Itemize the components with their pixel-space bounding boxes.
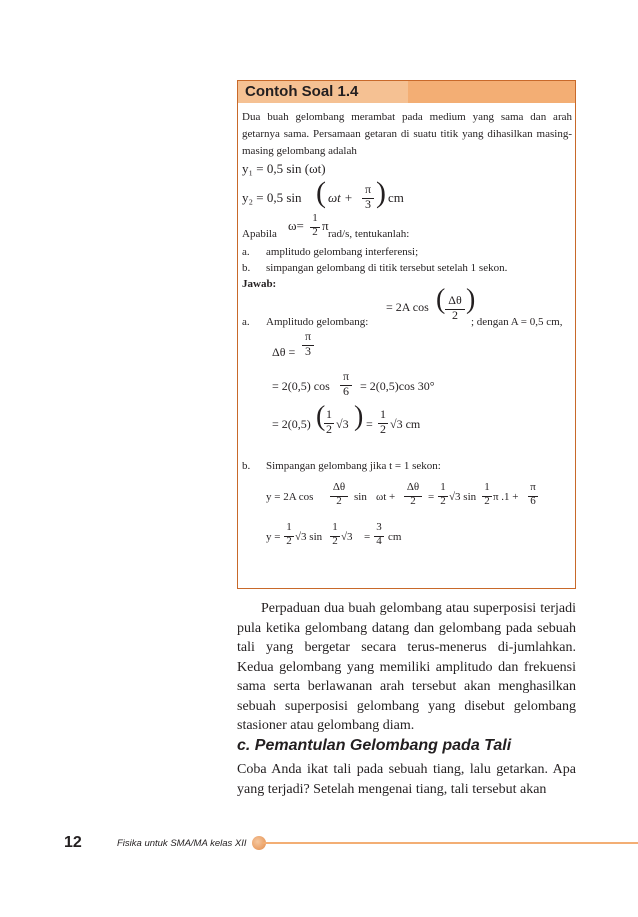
yb1-sin: sin [354, 491, 367, 503]
qa-label: a. [242, 246, 250, 258]
line2-paren-open: ( [316, 401, 326, 432]
yb1-omega: ωt + [376, 491, 396, 503]
displacement-line-1 [242, 476, 572, 516]
line2-paren-close: ) [354, 401, 364, 432]
qb-label: b. [242, 262, 251, 274]
yb1-dtheta2: Δθ [404, 479, 422, 497]
ans-a-label: a. [242, 316, 250, 328]
yb1-lhs: y = 2A cos [266, 491, 314, 503]
line2-res: √3 cm [390, 417, 421, 431]
line2-den: 2 [326, 422, 332, 436]
yb2-num: 1 [284, 519, 294, 537]
yb2-three: 3 [374, 519, 384, 537]
yb1-pi: π .1 + [493, 491, 519, 503]
apabila-label: Apabila [242, 228, 277, 240]
eq2-left: y₂ = 0,5 sin [242, 190, 302, 205]
line2-num2: 1 [378, 406, 388, 424]
omega-den: 2 [312, 226, 318, 238]
ans-b-text: Simpangan gelombang jika t = 1 sekon: [266, 460, 441, 472]
book-title: Fisika untuk SMA/MA kelas XII [117, 838, 247, 849]
line2-num: 1 [324, 406, 334, 424]
yb1-num: 1 [438, 479, 448, 497]
ans-a-tail: ; dengan A = 0,5 cm, [471, 316, 563, 328]
equation-y2 [242, 176, 572, 214]
line1-den: 6 [343, 384, 349, 398]
line2-eq: = [366, 417, 373, 431]
jawab-label: Jawab: [242, 278, 277, 290]
problem-text: Dua buah gelombang merambat pada medium yang sama dan arah getarnya sama. Persamaan getaran di suatu titik yang dihasilkan masing-masing gelombang adalah [242, 111, 572, 157]
ans-a-paren-open: ( [436, 284, 446, 315]
eq2-den: 3 [365, 197, 371, 211]
line2-root: √3 [336, 417, 349, 431]
amplitude-line-2 [242, 401, 572, 458]
eq1-text: y₁ = 0,5 sin (ωt) [242, 161, 326, 176]
dtheta-num: π [302, 328, 314, 346]
line1-b: = 2(0,5)cos 30° [360, 379, 435, 393]
ans-a-two: 2 [452, 308, 458, 322]
yb2-root: √3 sin [295, 531, 323, 543]
dtheta-line [242, 329, 572, 366]
omega-pi: π [322, 218, 329, 233]
example-body [242, 109, 572, 556]
section-heading: c. Pemantulan Gelombang pada Tali [237, 737, 512, 754]
eq2-paren-close: ) [376, 176, 386, 209]
equation-y1 [242, 160, 572, 180]
line2-a: = 2(0,5) [272, 417, 311, 431]
line1-a: = 2(0,5) cos [272, 379, 330, 393]
yb1-num2: 1 [482, 479, 492, 497]
yb1-two: 2 [336, 495, 342, 507]
jawab-heading [242, 276, 572, 292]
dtheta-lhs: Δθ = [272, 345, 296, 359]
yb1-den2: 2 [484, 495, 490, 507]
footer-rule [262, 842, 638, 844]
yb1-den: 2 [440, 495, 446, 507]
superposition-paragraph: Perpaduan dua buah gelombang atau superposisi terjadi pula ketika gelombang datang dan gelombang pada sebuah tali yang bergetar secara terus-menerus di-jumlahkan. Kedua gelombang yang memiliki amplitudo dan frekuensi sama serta berlawanan arah tersebut akan menghasilkan sebuah superposisi gelombang yang disebut gelombang stasioner atau gelombang diam. [237, 601, 576, 733]
apabila-rest: rad/s, tentukanlah: [328, 228, 410, 240]
yb1-root: √3 sin [449, 491, 477, 503]
omega-num: 1 [310, 210, 320, 228]
yb2-root2: √3 [341, 531, 353, 543]
yb2-eq: = [364, 531, 371, 543]
ans-a-dtheta: Δθ [445, 292, 465, 310]
yb2-num2: 1 [330, 519, 340, 537]
yb2-four: 4 [376, 535, 382, 547]
omega-line [242, 214, 572, 244]
line1-pi: π [340, 368, 352, 386]
yb1-six: 6 [530, 495, 536, 507]
yb1-eq: = [428, 491, 435, 503]
displacement-line-2 [242, 516, 572, 556]
yb2-den2: 2 [332, 535, 338, 547]
rope-paragraph: Coba Anda ikat tali pada sebuah tiang, lalu getarkan. Apa yang terjadi? Setelah mengenai tiang, tali tersebut akan [237, 762, 576, 797]
example-box [237, 80, 576, 589]
ans-a-formula: = 2A cos [386, 300, 429, 314]
eq2-unit: cm [388, 190, 404, 205]
example-header [238, 81, 575, 103]
yb2-den: 2 [286, 535, 292, 547]
yb2-lhs: y = [266, 531, 281, 543]
example-title: Contoh Soal 1.4 [245, 83, 359, 100]
eq2-mid: ωt + [328, 190, 353, 205]
question-a [242, 244, 572, 260]
line2-den2: 2 [380, 422, 386, 436]
yb1-pi2: π [528, 479, 538, 497]
dtheta-den: 3 [305, 344, 311, 358]
omega-lhs: ω= [288, 218, 304, 233]
eq2-pi: π [362, 181, 374, 199]
qb-text: simpangan gelombang di titik tersebut setelah 1 sekon. [266, 262, 508, 274]
yb1-dtheta: Δθ [330, 479, 348, 497]
ans-a-text: Amplitudo gelombang: [266, 316, 369, 328]
header-band [408, 81, 575, 103]
page-number: 12 [64, 834, 82, 851]
answer-b [242, 458, 572, 476]
eq2-paren-open: ( [316, 176, 326, 209]
ans-a-paren-close: ) [466, 284, 476, 315]
ans-b-label: b. [242, 460, 251, 472]
yb2-unit: cm [388, 531, 402, 543]
yb1-two2: 2 [410, 495, 416, 507]
amplitude-line-1 [242, 366, 572, 404]
qa-text: amplitudo gelombang interferensi; [266, 246, 419, 258]
question-b [242, 260, 572, 276]
